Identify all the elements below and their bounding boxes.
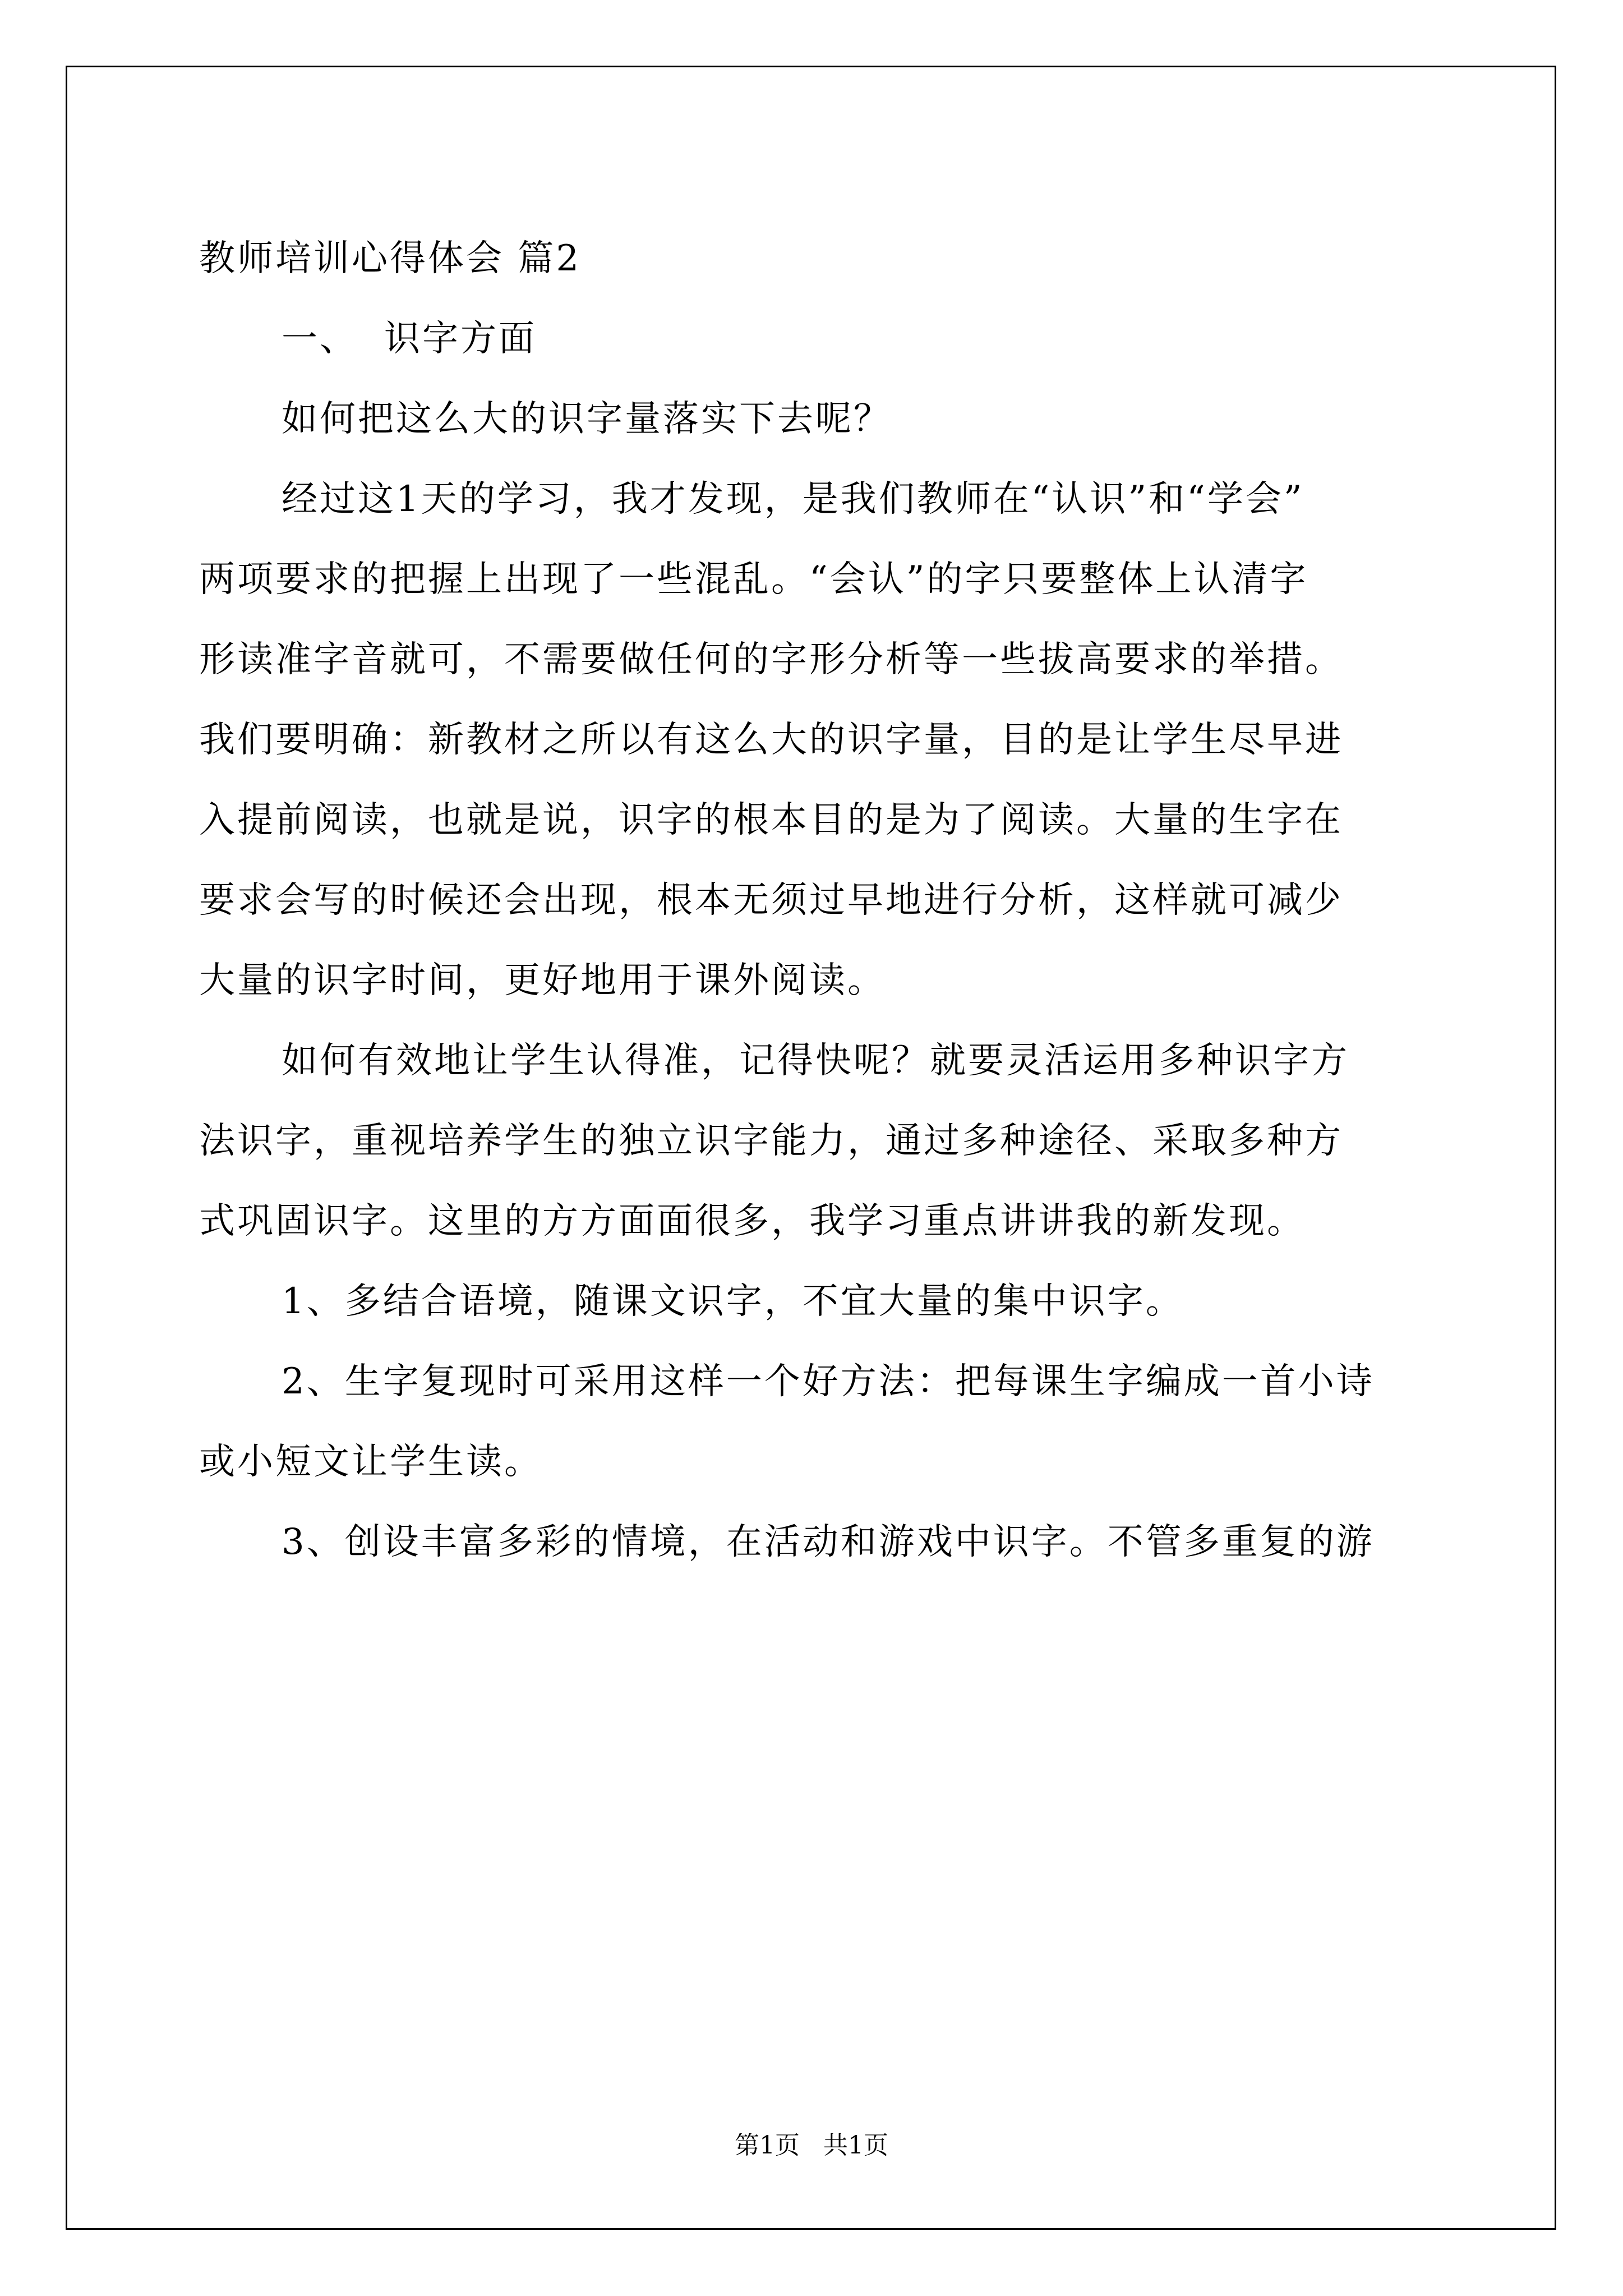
section-heading-text: 识字方面: [384, 318, 537, 360]
list-item: 3、创设丰富多彩的情境，在活动和游戏中识字。不管多重复的游: [282, 1521, 1375, 1563]
paragraph-line: 如何把这么大的识字量落实下去呢？: [282, 398, 892, 440]
paragraph-line: 如何有效地让学生认得准，记得快呢？就要灵活运用多种识字方: [282, 1040, 1349, 1082]
page-footer: [0, 2129, 1623, 2162]
paragraph-line: 要求会写的时候还会出现，根本无须过早地进行分析，这样就可减少: [199, 880, 1343, 921]
document-title: 教师培训心得体会 篇2: [199, 238, 582, 279]
paragraph-line: 我们要明确：新教材之所以有这么大的识字量，目的是让学生尽早进: [199, 719, 1343, 761]
paragraph-line: 形读准字音就可，不需要做任何的字形分析等一些拔高要求的举措。: [199, 639, 1343, 680]
list-item: 2、生字复现时可采用这样一个好方法：把每课生字编成一首小诗: [282, 1361, 1375, 1402]
list-item: 1、多结合语境，随课文识字，不宜大量的集中识字。: [282, 1281, 1184, 1322]
paragraph-line: 法识字，重视培养学生的独立识字能力，通过多种途径、采取多种方: [199, 1120, 1343, 1162]
paragraph-line: 式巩固识字。这里的方方面面很多，我学习重点讲讲我的新发现。: [199, 1200, 1305, 1242]
paragraph-line: 两项要求的把握上出现了一些混乱。“会认”的字只要整体上认清字: [199, 559, 1308, 600]
paragraph-line: 经过这1天的学习，我才发现，是我们教师在“认识”和“学会”: [282, 478, 1304, 520]
section-heading: [199, 299, 1427, 379]
paragraph-line: 或小短文让学生读。: [199, 1441, 542, 1483]
section-number: 一、: [282, 318, 358, 360]
paragraph-line: 大量的识字时间，更好地用于课外阅读。: [199, 960, 886, 1001]
paragraph-line: 入提前阅读，也就是说，识字的根本目的是为了阅读。大量的生字在: [199, 799, 1343, 841]
page-number: 第1页 共1页: [735, 2131, 888, 2160]
document-body: [199, 219, 1427, 1582]
